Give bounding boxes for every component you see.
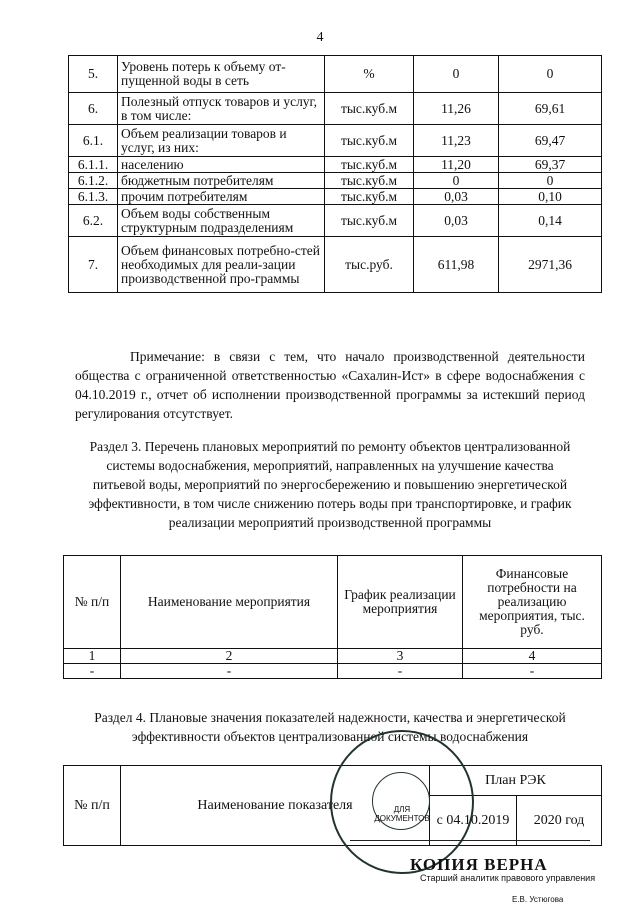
row-unit: тыс.куб.м — [325, 173, 414, 189]
row-description: Объем воды собственным структурным подразделениям — [118, 205, 325, 237]
row-value-2019: 0 — [414, 173, 499, 189]
section3-title: Раздел 3. Перечень плановых мероприятий по ремонту объектов централизованной системы водоснабжения, мероприятий, направленных на улучшение качества питьевой воды, мероприятий по энергосбережению и повышению энергетической эффективности, в том числе снижению потерь воды при транспортировке, и график реализации мероприятий производственной программы — [88, 439, 572, 530]
signer-name: Е.В. Устюгова — [512, 895, 564, 904]
t2-data-cell: - — [64, 664, 121, 679]
table-row — [69, 157, 602, 173]
copy-certified-subtitle: Старший аналитик правового управления — [420, 873, 596, 883]
row-value-2019: 0,03 — [414, 205, 499, 237]
t2-data-cell: - — [463, 664, 602, 679]
table-row — [69, 125, 602, 157]
row-value-2020: 0 — [499, 56, 602, 93]
row-number: 6.1.3. — [69, 189, 118, 205]
table-row — [69, 173, 602, 189]
t2-index-cell: 3 — [338, 649, 463, 664]
row-unit: тыс.руб. — [325, 237, 414, 293]
row-number: 6.2. — [69, 205, 118, 237]
t3-header-num: № п/п — [64, 766, 121, 846]
table-row — [69, 56, 602, 93]
row-description: Уровень потерь к объему от-пущенной воды в сеть — [118, 56, 325, 93]
row-value-2020: 0,14 — [499, 205, 602, 237]
t2-data-cell: - — [338, 664, 463, 679]
t2-index-cell: 1 — [64, 649, 121, 664]
t2-header-num: № п/п — [64, 556, 121, 649]
table-row — [69, 205, 602, 237]
row-description: прочим потребителям — [118, 189, 325, 205]
copy-certified-stamp: КОПИЯ ВЕРНА — [410, 855, 548, 874]
t2-data-cell: - — [121, 664, 338, 679]
stamp-line — [350, 840, 590, 841]
row-unit: тыс.куб.м — [325, 125, 414, 157]
row-value-2019: 11,26 — [414, 93, 499, 125]
row-value-2019: 611,98 — [414, 237, 499, 293]
section4-title: Раздел 4. Плановые значения показателей надежности, качества и энергетической эффективности объектов централизованной системы водоснабжения — [94, 710, 566, 744]
row-number: 6.1. — [69, 125, 118, 157]
t2-header-finance: Финансовые потребности на реализацию мероприятия, тыс. руб. — [463, 556, 602, 649]
row-unit: тыс.куб.м — [325, 189, 414, 205]
row-value-2019: 0 — [414, 56, 499, 93]
row-value-2020: 69,47 — [499, 125, 602, 157]
row-number: 6.1.1. — [69, 157, 118, 173]
t3-header-period1: с 04.10.2019 — [430, 796, 517, 846]
measures-table — [63, 555, 602, 679]
row-unit: тыс.куб.м — [325, 93, 414, 125]
row-value-2020: 0 — [499, 173, 602, 189]
t3-header-plan: План РЭК — [430, 766, 602, 796]
table-row — [69, 237, 602, 293]
t3-header-name: Наименование показателя — [121, 766, 430, 846]
row-value-2019: 0,03 — [414, 189, 499, 205]
t3-header-period2: 2020 год — [517, 796, 602, 846]
row-description: Полезный отпуск товаров и услуг, в том числе: — [118, 93, 325, 125]
row-number: 6. — [69, 93, 118, 125]
row-number: 7. — [69, 237, 118, 293]
row-description: Объем финансовых потребно-стей необходимых для реали-зации производственной про-граммы — [118, 237, 325, 293]
note-paragraph: Примечание: в связи с тем, что начало производственной деятельности общества с ограниченной ответственностью «Сахалин-Ист» в сфере водоснабжения с 04.10.2019 г., отчет об исполнении производственной программы за истекший период регулирования отсутствует. — [75, 349, 585, 421]
row-description: Объем реализации товаров и услуг, из них: — [118, 125, 325, 157]
t2-index-cell: 2 — [121, 649, 338, 664]
row-value-2019: 11,23 — [414, 125, 499, 157]
t2-index-cell: 4 — [463, 649, 602, 664]
page-number: 4 — [316, 30, 324, 45]
row-value-2020: 69,61 — [499, 93, 602, 125]
t2-header-schedule: График реализации мероприятия — [338, 556, 463, 649]
row-value-2020: 69,37 — [499, 157, 602, 173]
table-row — [69, 93, 602, 125]
indicators-table — [68, 55, 602, 293]
row-value-2019: 11,20 — [414, 157, 499, 173]
row-number: 5. — [69, 56, 118, 93]
row-unit: тыс.куб.м — [325, 157, 414, 173]
row-number: 6.1.2. — [69, 173, 118, 189]
seal-inner-text: ДЛЯ ДОКУМЕНТОВ — [374, 805, 430, 823]
row-description: бюджетным потребителям — [118, 173, 325, 189]
table-row — [69, 189, 602, 205]
row-value-2020: 0,10 — [499, 189, 602, 205]
row-unit: % — [325, 56, 414, 93]
row-description: населению — [118, 157, 325, 173]
row-unit: тыс.куб.м — [325, 205, 414, 237]
row-value-2020: 2971,36 — [499, 237, 602, 293]
t2-header-name: Наименование мероприятия — [121, 556, 338, 649]
